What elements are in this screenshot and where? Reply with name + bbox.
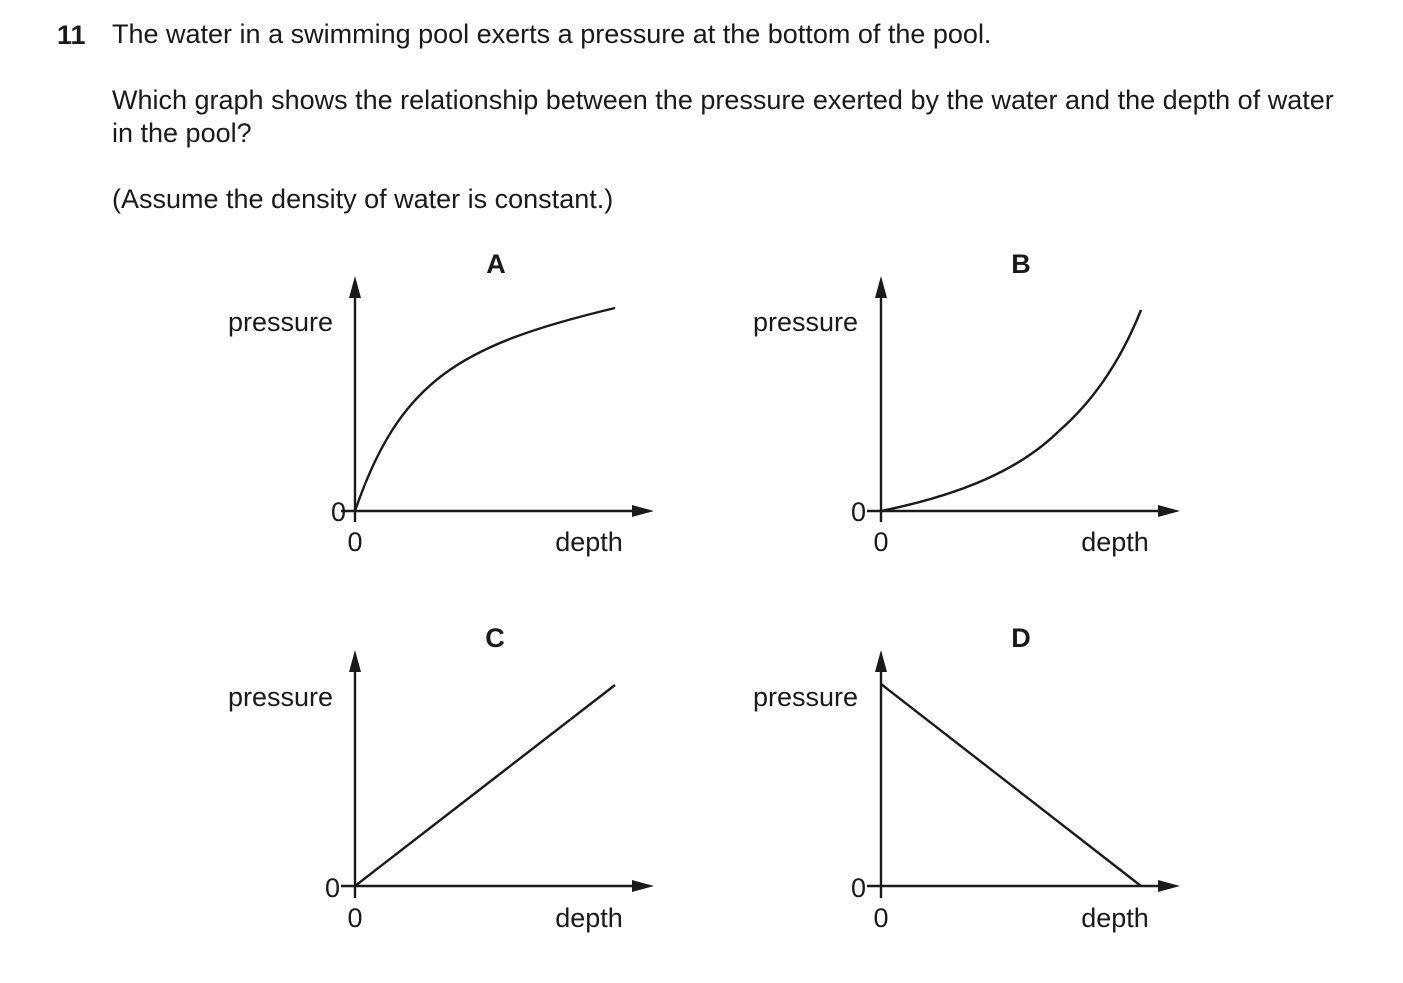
- graph-option-a[interactable]: [228, 249, 654, 557]
- question-number: 11: [57, 20, 86, 50]
- x-axis-arrow: [1158, 505, 1180, 517]
- y-axis-arrow: [349, 650, 361, 672]
- y-zero-label: 0: [850, 873, 866, 903]
- x-zero-label: 0: [873, 903, 889, 933]
- y-zero-label: 0: [324, 873, 340, 903]
- y-axis-label: pressure: [752, 307, 858, 337]
- x-axis-label: depth: [1081, 903, 1149, 933]
- concave-curve: [355, 308, 615, 511]
- question-assumption: (Assume the density of water is constant.): [112, 184, 614, 214]
- decreasing-line: [881, 684, 1141, 886]
- y-axis-label: pressure: [227, 307, 333, 337]
- x-axis-label: depth: [555, 903, 623, 933]
- x-axis-label: depth: [1081, 527, 1149, 557]
- x-axis-arrow: [632, 505, 654, 517]
- x-zero-label: 0: [347, 903, 363, 933]
- convex-curve: [881, 310, 1141, 511]
- question-prompt: Which graph shows the relationship between the pressure exerted by the water and the depth of water in the pool?: [112, 85, 1334, 148]
- y-axis-label: pressure: [752, 682, 858, 712]
- y-zero-label: 0: [850, 497, 866, 527]
- option-label: A: [486, 249, 506, 279]
- y-axis-label: pressure: [227, 682, 333, 712]
- y-axis-arrow: [875, 650, 887, 672]
- graph-option-d[interactable]: [753, 623, 1180, 933]
- option-label: C: [485, 623, 505, 653]
- x-axis-arrow: [1158, 880, 1180, 892]
- x-zero-label: 0: [873, 527, 889, 557]
- increasing-line: [355, 685, 615, 886]
- x-axis-arrow: [632, 880, 654, 892]
- option-label: D: [1011, 623, 1031, 653]
- y-axis-arrow: [875, 276, 887, 298]
- graph-option-b[interactable]: [753, 249, 1180, 557]
- y-axis-arrow: [349, 276, 361, 298]
- x-zero-label: 0: [347, 527, 363, 557]
- option-label: B: [1011, 249, 1031, 279]
- graph-option-c[interactable]: [228, 623, 654, 933]
- x-axis-label: depth: [555, 527, 623, 557]
- y-zero-label: 0: [330, 497, 346, 527]
- question-stem: The water in a swimming pool exerts a pressure at the bottom of the pool.: [112, 19, 992, 49]
